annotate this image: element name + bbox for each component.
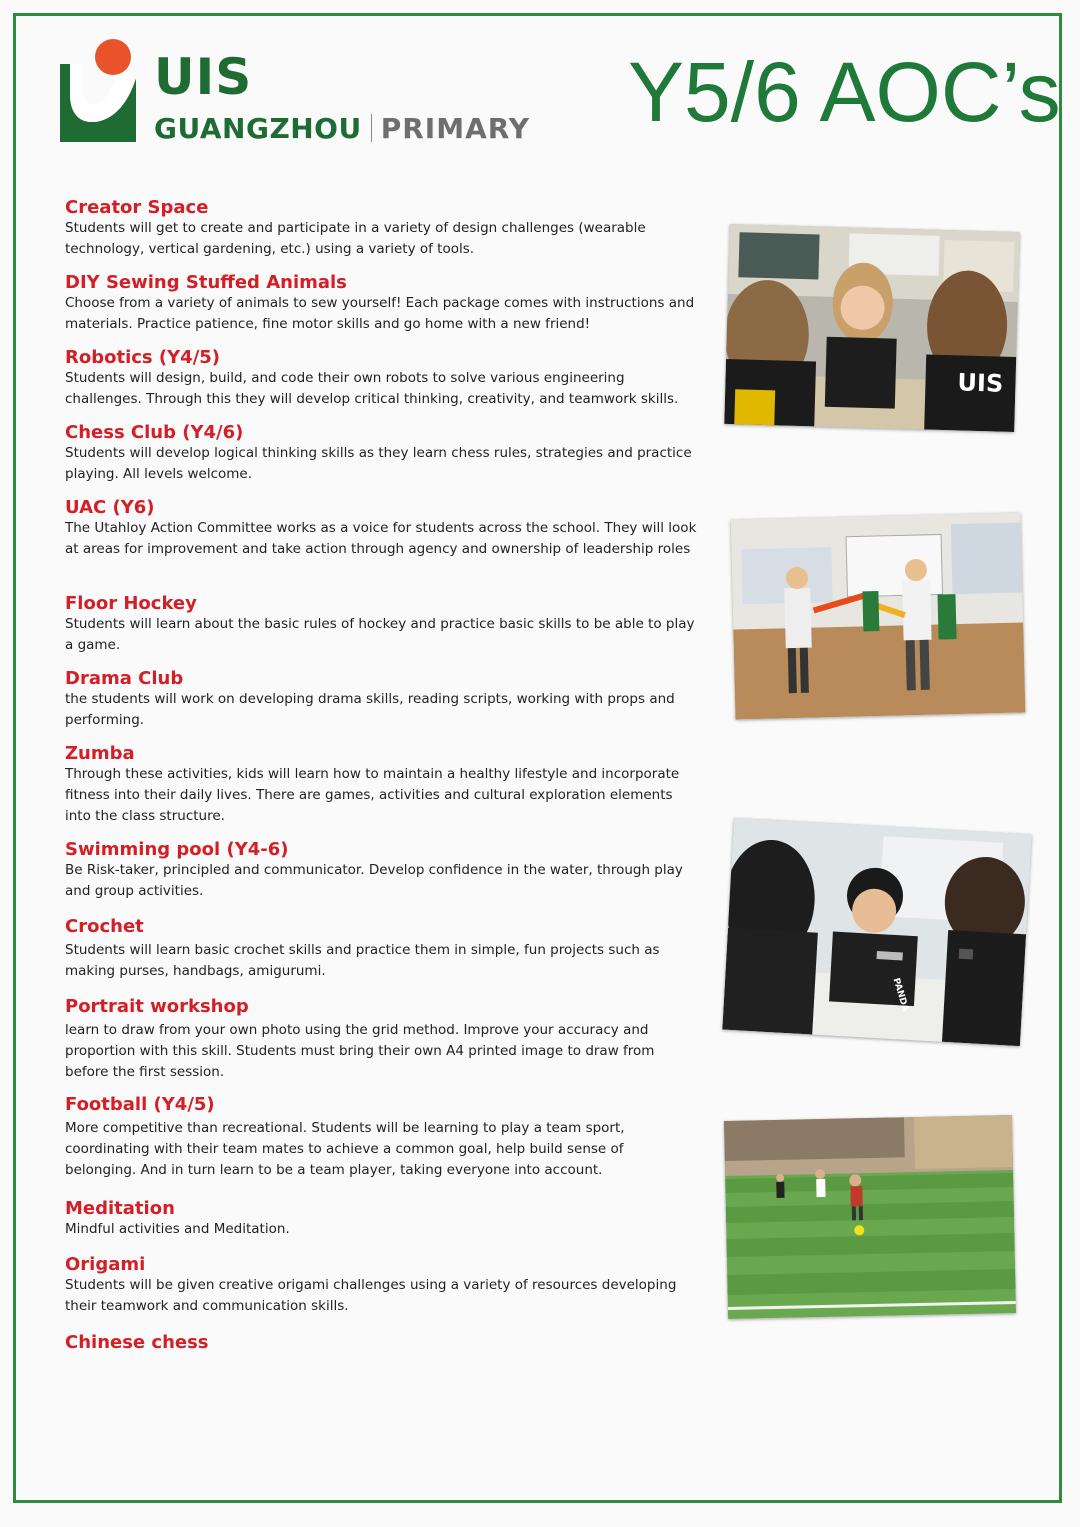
activity-chinese-chess	[65, 1332, 697, 1353]
activity-description: Students will learn about the basic rules of hockey and practice basic skills to be able to play a game.	[65, 616, 695, 653]
activity-swimming-pool	[65, 839, 697, 902]
activity-title: Floor Hockey	[65, 593, 197, 614]
activity-title: Football (Y4/5)	[65, 1094, 215, 1115]
uis-logo-icon	[58, 38, 148, 144]
activity-drama-club	[65, 668, 697, 731]
activity-description: Be Risk-taker, principled and communicator. Develop confidence in the water, through play and group activities.	[65, 862, 683, 899]
photo-jersey-text: UIS	[957, 368, 1004, 398]
activity-description: Mindful activities and Meditation.	[65, 1221, 290, 1237]
activity-title: Chess Club (Y4/6)	[65, 422, 244, 443]
activity-description: Students will learn basic crochet skills and practice them in simple, fun projects such as making purses, handbags, amigurumi.	[65, 942, 660, 979]
activity-diy-sewing	[65, 272, 697, 335]
logo-brand-text: UIS	[154, 48, 253, 106]
activity-description: More competitive than recreational. Students will be learning to play a team sport, coordinating with their team mates to achieve a common goal, help build sense of belonging. And in turn learn to be a team player, taking everyone into account.	[65, 1120, 625, 1178]
activity-title: Drama Club	[65, 668, 184, 689]
activity-crochet	[65, 916, 697, 982]
activity-title: UAC (Y6)	[65, 497, 155, 518]
activity-description: Choose from a variety of animals to sew yourself! Each package comes with instructions and materials. Practice patience, fine motor skills and go home with a new friend!	[65, 295, 695, 332]
school-logo	[58, 38, 578, 148]
photo-jersey-text: PANDA	[890, 976, 911, 1014]
activity-title: Meditation	[65, 1198, 175, 1219]
activity-description: the students will work on developing drama skills, reading scripts, working with props and performing.	[65, 691, 675, 728]
photo-students-desk	[722, 818, 1031, 1046]
activity-description: Students will be given creative origami challenges using a variety of resources developing their teamwork and communication skills.	[65, 1277, 677, 1314]
activity-title: DIY Sewing Stuffed Animals	[65, 272, 347, 293]
activity-description: Students will design, build, and code their own robots to solve various engineering challenges. Through this they will develop critical thinking, creativity, and teamwork skills.	[65, 370, 679, 407]
photo-football-field	[724, 1115, 1016, 1319]
activity-title: Creator Space	[65, 197, 209, 218]
photo-classroom-students	[724, 224, 1019, 432]
activity-title: Chinese chess	[65, 1332, 209, 1353]
page-title: Y5/6 AOC’s	[628, 45, 1061, 139]
activity-meditation	[65, 1198, 697, 1240]
logo-divider	[371, 114, 372, 142]
activity-portrait-workshop	[65, 996, 697, 1083]
activity-floor-hockey	[65, 593, 697, 656]
activity-origami	[65, 1254, 697, 1317]
activity-title: Crochet	[65, 916, 144, 937]
activity-description: learn to draw from your own photo using the grid method. Improve your accuracy and proportion with this skill. Students must bring their own A4 printed image to draw from before the first session.	[65, 1022, 655, 1080]
activity-zumba	[65, 743, 697, 827]
activity-title: Robotics (Y4/5)	[65, 347, 221, 368]
activity-chess-club	[65, 422, 697, 485]
activity-uac	[65, 497, 697, 560]
activity-description: Students will get to create and participate in a variety of design challenges (wearable technology, vertical gardening, etc.) using a variety of tools.	[65, 220, 646, 257]
activity-creator-space	[65, 197, 697, 260]
photo-floor-hockey	[731, 512, 1026, 719]
activity-robotics	[65, 347, 697, 410]
activity-description: Students will develop logical thinking skills as they learn chess rules, strategies and practice playing. All levels welcome.	[65, 445, 692, 482]
activity-title: Portrait workshop	[65, 996, 249, 1017]
activity-description: The Utahloy Action Committee works as a voice for students across the school. They will look at areas for improvement and take action through agency and ownership of leadership roles	[65, 520, 697, 557]
activity-title: Zumba	[65, 743, 135, 764]
activity-title: Swimming pool (Y4-6)	[65, 839, 289, 860]
activity-description: Through these activities, kids will learn how to maintain a healthy lifestyle and incorporate fitness into their daily lives. There are games, activities and cultural exploration elements into the class structure.	[65, 766, 680, 824]
logo-section: PRIMARY	[380, 112, 531, 145]
logo-subtitle	[154, 112, 530, 145]
activity-title: Origami	[65, 1254, 146, 1275]
logo-city: GUANGZHOU	[154, 112, 362, 145]
activity-football	[65, 1094, 665, 1181]
